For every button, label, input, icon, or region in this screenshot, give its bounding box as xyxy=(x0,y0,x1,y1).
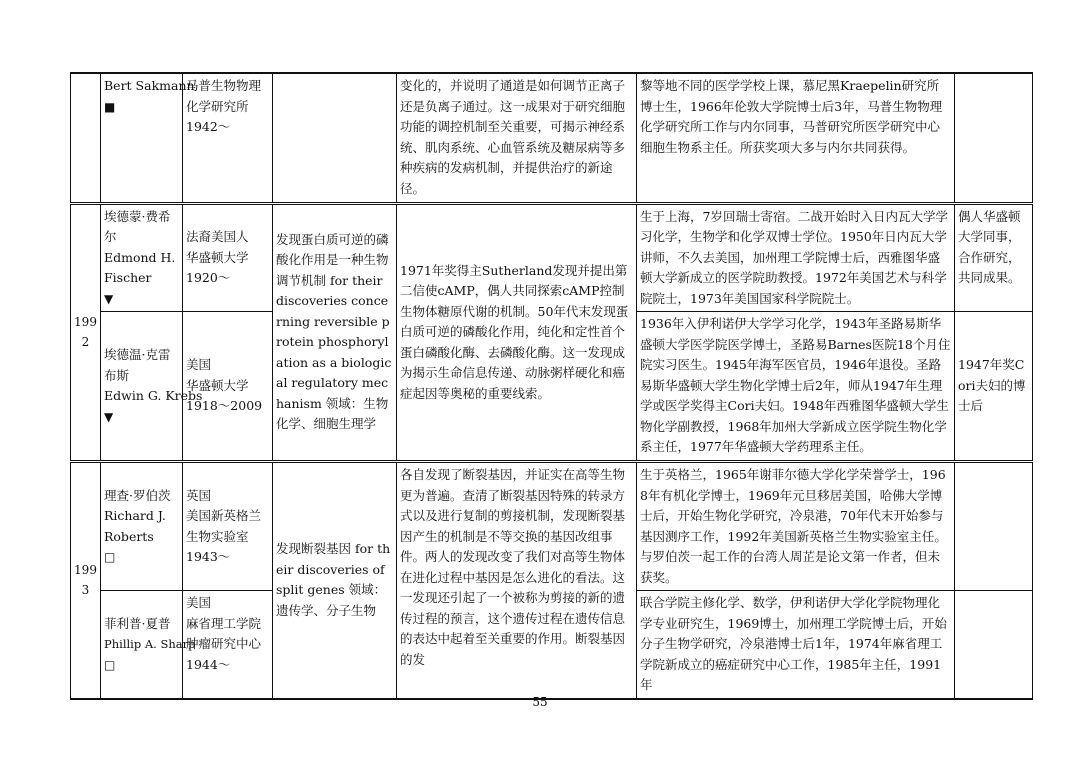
laureate-name-en: Roberts xyxy=(104,528,154,544)
year-cell xyxy=(71,203,101,462)
nationality: 英国 xyxy=(186,487,212,503)
biography-text: 生于上海，7岁回瑞士寄宿。二战开始时入日内瓦大学学习化学，生物学和化学双博士学位。1950年日内瓦大学讲师，不久去美国，加州理工学院博士后，西雅图华盛顿大学新成立的医学院助教授。1972年美国艺术与科学院院士，1973年美国国家科学院院士。 xyxy=(640,208,948,306)
laureate-name-cell xyxy=(101,462,183,591)
discovery-cell xyxy=(273,203,397,462)
laureate-marker: □ xyxy=(104,550,116,564)
note-cell xyxy=(955,591,1033,699)
laureate-marker: ▼ xyxy=(104,409,114,424)
laureate-name-en: Edwin G. Krebs xyxy=(104,388,203,403)
institution-line: 华盛顿大学 xyxy=(186,377,249,393)
note-cell xyxy=(955,312,1033,462)
laureate-name-cell xyxy=(101,73,195,203)
institution-cell xyxy=(183,73,273,203)
table-row-sakmann xyxy=(71,73,1033,203)
discovery-detail-text: 各自发现了断裂基因，并证实在高等生物更为普遍。查清了断裂基因特殊的转录方式以及进行复制的剪接机制，发现断裂基因产生的机制是不等交换的基因改组事件。两人的发现改变了我们对高等生物体在进化过程中基因是怎么进化的看法。这一发现还引起了一个被称为剪接的新的遗传过程的预言，这个遗传过程在遗传信息的表达中起着至关重要的作用。断裂基因的发 xyxy=(400,467,626,667)
institution-cell xyxy=(183,462,273,591)
institution-cell xyxy=(183,312,273,462)
discovery-detail-text: 1971年奖得主Sutherland发现并提出第二信使cAMP，偶人共同探索cAMP控制生物体糖原代谢的机制。50年代末发现蛋白质可逆的磷酸化作用，纯化和定性首个蛋白磷酸化酶、去磷酸化酶。这一发现成为揭示生命信息传递、动脉粥样硬化和癌症起因等奥秘的重要线索。 xyxy=(400,262,629,401)
discovery-cell xyxy=(273,462,397,699)
biography-text: 联合学院主修化学、数学，伊利诺伊大学化学院物理化学专业研究生，1969博士，加州理工学院博士后，开始分子生物学研究，冷泉港博士后1年，1974年麻省理工学院新成立的癌症研究中心工作，1985年主任，1991年 xyxy=(640,595,947,692)
laureate-name-cell xyxy=(101,203,183,312)
biography-cell xyxy=(637,203,955,312)
discovery-detail-text: 变化的，并说明了通道是如何调节正离子还是负离子通过。这一成果对于研究细胞功能的调控机制至关重要，可揭示神经系统、肌肉系统、心血管系统及糖尿病等多种疾病的发病机制，并提供治疗的新途径。 xyxy=(400,78,626,196)
institution-line: 美国新英格兰 xyxy=(186,508,262,523)
institution-line: 麻省理工学院 xyxy=(186,615,262,631)
laureate-marker: □ xyxy=(104,657,116,672)
laureate-name-en: Bert Sakmann xyxy=(104,78,195,93)
biography-cell xyxy=(637,591,955,699)
institution-line: 马普生物物理 xyxy=(186,78,262,93)
nationality: 美国 xyxy=(186,595,212,610)
birth-years: 1942～ xyxy=(186,119,231,134)
page-number: 55 xyxy=(532,695,548,709)
note-cell xyxy=(955,73,1033,203)
laureate-name-en: Richard J. xyxy=(104,508,166,523)
institution-line: 华盛顿大学 xyxy=(186,249,249,265)
laureate-name-en: Fischer xyxy=(104,270,152,285)
biography-cell xyxy=(637,462,955,591)
laureate-marker: ■ xyxy=(104,99,116,114)
discovery-detail-cell xyxy=(397,73,637,203)
table-row-roberts xyxy=(71,462,1033,591)
birth-years: 1918～2009 xyxy=(186,398,263,414)
discovery-cell-empty xyxy=(273,73,397,203)
nationality: 美国 xyxy=(186,357,212,373)
institution-cell xyxy=(183,591,273,699)
laureate-name-cell xyxy=(101,591,196,699)
nationality: 法裔美国人 xyxy=(186,229,249,244)
year-cell xyxy=(71,462,101,699)
institution-line: 肿瘤研究中心 xyxy=(186,636,262,651)
year-cell-empty xyxy=(71,73,101,203)
laureate-name-en: Phillip A. Sharp xyxy=(104,637,196,651)
biography-text: 黎等地不同的医学学校上课，慕尼黑Kraepelin研究所博士生，1966年伦敦大学院博士后3年，马普生物物理化学研究所工作与内尔同事，马普研究所医学研究中心细胞生物系主任。所获奖项大多与内尔共同获得。 xyxy=(640,78,943,155)
discovery-text: 发现蛋白质可逆的磷酸化作用是一种生物调节机制 for their discoveries concerning reversible protein phosphorylation as a biological regulatory mechanism 领域：生物化学、细胞生理学 xyxy=(276,231,392,432)
discovery-text: 发现断裂基因 for their discoveries of split genes 领域：遗传学、分子生物 xyxy=(276,541,391,618)
note-cell xyxy=(955,462,1033,591)
birth-years: 1944～ xyxy=(186,656,231,672)
nobel-laureates-table xyxy=(70,72,1033,700)
laureate-name-en: Edmond H. xyxy=(104,249,176,265)
institution-line: 化学研究所 xyxy=(186,98,249,114)
birth-years: 1920～ xyxy=(186,270,231,285)
discovery-detail-cell xyxy=(397,203,637,462)
laureate-name-zh: 尔 xyxy=(104,229,117,244)
table-row-fischer xyxy=(71,203,1033,312)
biography-cell xyxy=(637,312,955,462)
biography-text: 1936年入伊利诺伊大学学习化学，1943年圣路易斯华盛顿大学医学院医学博士，圣路易Barnes医院18个月住院实习医生。1945年海军医官员，1946年退役。圣路易斯华盛顿大学生物化学博士后2年，师从1947年生理学或医学奖得主Cori夫妇。1948年西雅图华盛顿大学生物化学副教授，1968年加州大学新成立医学院生物化学系主任，1977年华盛顿大学药理系主任。 xyxy=(640,316,951,454)
laureate-name-zh: 埃德温·克雷 xyxy=(104,347,171,362)
laureate-name-zh: 布斯 xyxy=(104,367,130,383)
note-cell xyxy=(955,203,1033,312)
laureate-marker: ▼ xyxy=(104,291,114,306)
institution-line: 生物实验室 xyxy=(186,528,249,544)
birth-years: 1943～ xyxy=(186,549,231,564)
discovery-detail-cell xyxy=(397,462,637,699)
institution-cell xyxy=(183,203,273,312)
biography-text: 生于英格兰，1965年谢菲尔德大学化学荣誉学士，1968年有机化学博士，1969年元旦移居美国，哈佛大学博士后，开始生物化学研究，冷泉港，70年代末开始参与基因测序工作，1992年美国新英格兰生物实验室主任。与罗伯茨一起工作的台湾人周芷是论文第一作者，但未获奖。 xyxy=(640,467,947,585)
laureate-name-zh: 理查·罗伯茨 xyxy=(104,487,171,503)
award-year: 1993 xyxy=(74,562,97,598)
biography-cell xyxy=(637,73,955,203)
award-year: 1992 xyxy=(74,314,97,350)
note-text: 偶人华盛顿大学同事，合作研究，共同成果。 xyxy=(958,208,1021,285)
laureate-name-zh: 埃德蒙·费希 xyxy=(104,208,171,224)
laureate-name-zh: 菲利普·夏普 xyxy=(104,615,171,631)
note-text: 1947年奖Cori夫妇的博士后 xyxy=(958,357,1026,414)
